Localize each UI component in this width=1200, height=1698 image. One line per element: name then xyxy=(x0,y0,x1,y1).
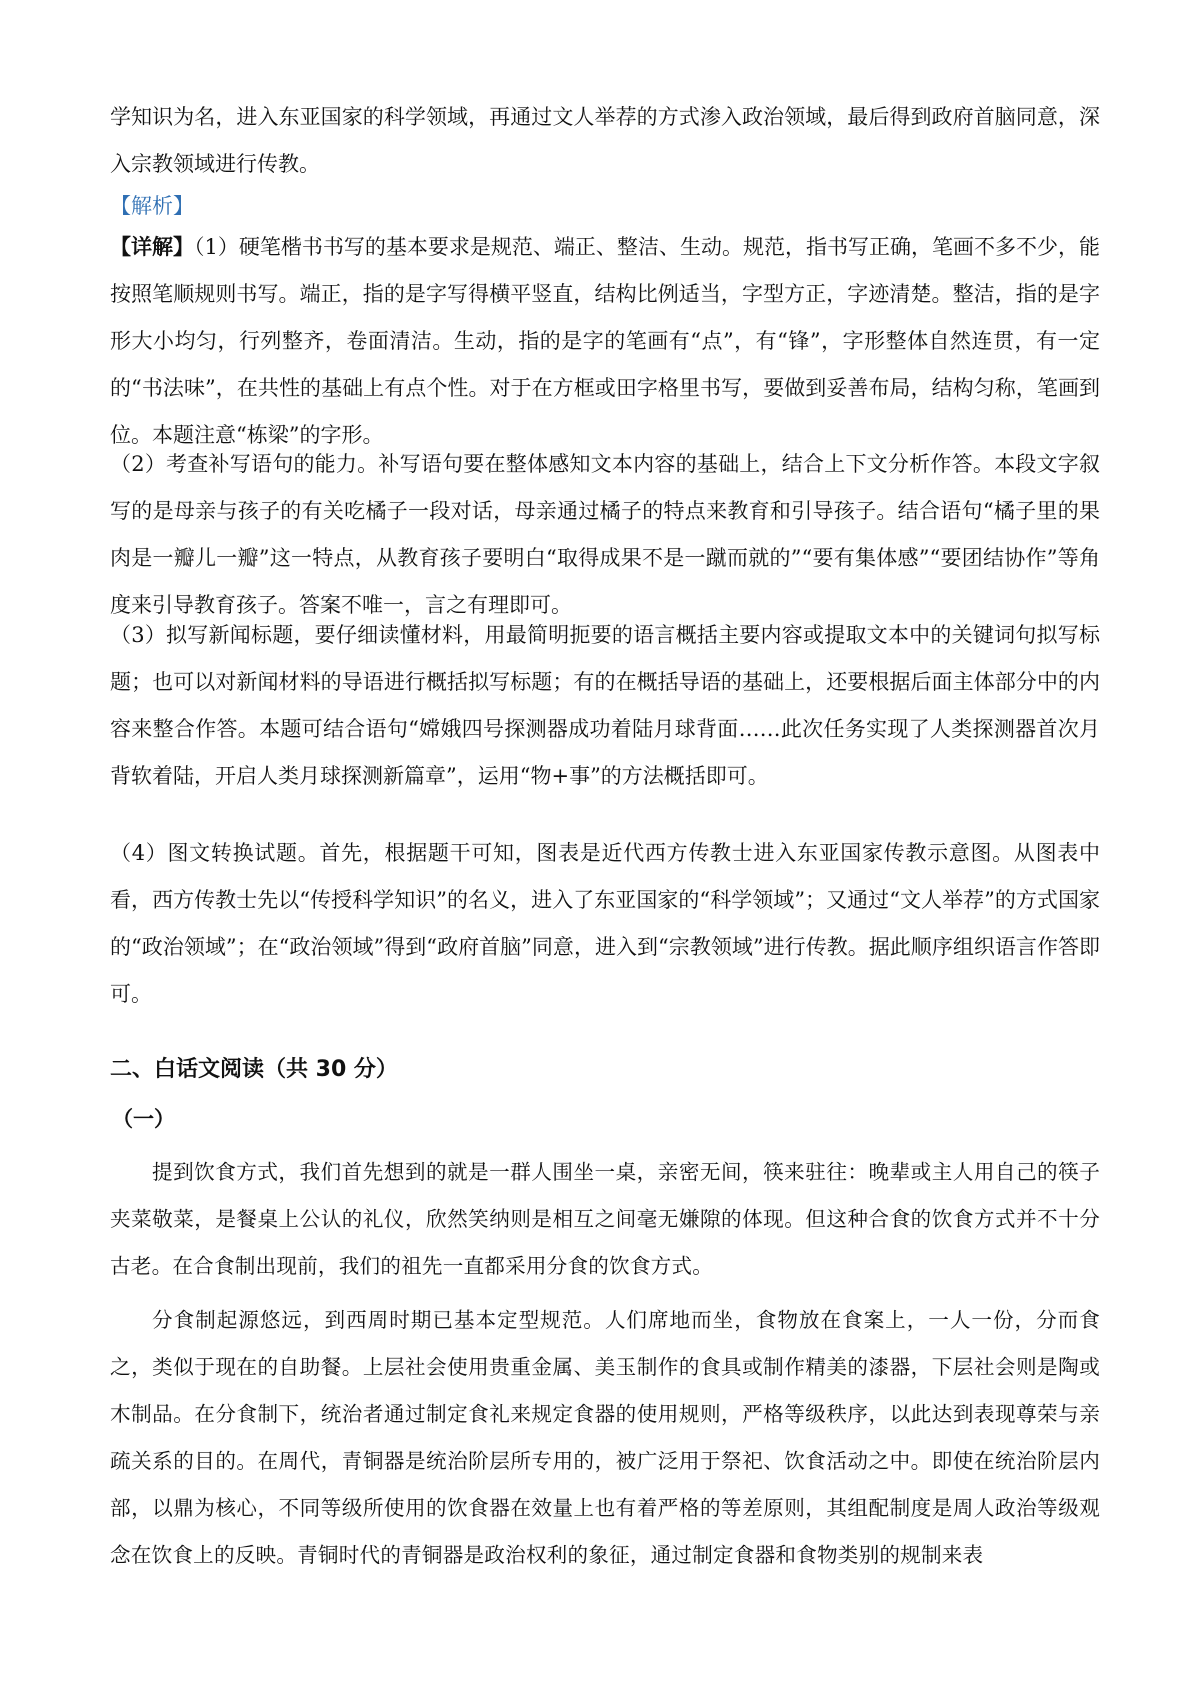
sub-heading: （一） xyxy=(112,1107,175,1131)
detail-label: 【详解】 xyxy=(110,234,195,259)
analysis-label: 【解析】 xyxy=(110,194,194,218)
detail-4-paragraph: （4）图文转换试题。首先，根据题干可知，图表是近代西方传教士进入东亚国家传教示意图。从图表中看，西方传教士先以“传授科学知识”的名义，进入了东亚国家的“科学领域”；又通过“文人举荐”的方式国家的“政治领域”；在“政治领域”得到“政府首脑”同意，进入到“宗教领域”进行传教。据此顺序组织语言作答即可。 xyxy=(110,841,1100,1006)
passage-paragraph-1: 提到饮食方式，我们首先想到的就是一群人围坐一桌，亲密无间，筷来驻往：晚辈或主人用自己的筷子夹菜敬菜，是餐桌上公认的礼仪，欣然笑纳则是相互之间毫无嫌隙的体现。但这种合食的饮食方式并不十分古老。在合食制出现前，我们的祖先一直都采用分食的饮食方式。 xyxy=(110,1160,1100,1278)
intro-answer-paragraph: 学知识为名，进入东亚国家的科学领域，再通过文人举荐的方式渗入政治领域，最后得到政府首脑同意，深入宗教领域进行传教。 xyxy=(110,105,1100,176)
detail-1-text: （1）硬笔楷书书写的基本要求是规范、端正、整洁、生动。规范，指书写正确，笔画不多不少，能按照笔顺规则书写。端正，指的是字写得横平竖直，结构比例适当，字型方正，字迹清楚。整洁，指的是字形大小均匀，行列整齐，卷面清洁。生动，指的是字的笔画有“点”，有“锋”，字形整体自然连贯，有一定的“书法味”，在共性的基础上有点个性。对于在方框或田字格里书写，要做到妥善布局，结构匀称，笔画到位。本题注意“栋梁”的字形。 xyxy=(110,235,1101,447)
section-heading: 二、白话文阅读（共 30 分） xyxy=(110,1057,398,1082)
detail-1-paragraph xyxy=(110,223,1100,459)
passage-paragraph-2: 分食制起源悠远，到西周时期已基本定型规范。人们席地而坐，食物放在食案上，一人一份，分而食之，类似于现在的自助餐。上层社会使用贵重金属、美玉制作的食具或制作精美的漆器，下层社会则是陶或木制品。在分食制下，统治者通过制定食礼来规定食器的使用规则，严格等级秩序，以此达到表现尊荣与亲疏关系的目的。在周代，青铜器是统治阶层所专用的，被广泛用于祭祀、饮食活动之中。即使在统治阶层内部，以鼎为核心，不同等级所使用的饮食器在效量上也有着严格的等差原则，其组配制度是周人政治等级观念在饮食上的反映。青铜时代的青铜器是政治权利的象征，通过制定食器和食物类别的规制来表 xyxy=(110,1308,1100,1567)
detail-2-paragraph: （2）考查补写语句的能力。补写语句要在整体感知文本内容的基础上，结合上下文分析作答。本段文字叙写的是母亲与孩子的有关吃橘子一段对话，母亲通过橘子的特点来教育和引导孩子。结合语句“橘子里的果肉是一瓣儿一瓣”这一特点，从教育孩子要明白“取得成果不是一蹴而就的”“要有集体感”“要团结协作”等角度来引导教育孩子。答案不唯一，言之有理即可。 xyxy=(110,452,1100,617)
detail-3-paragraph: （3）拟写新闻标题，要仔细读懂材料，用最简明扼要的语言概括主要内容或提取文本中的关键词句拟写标题；也可以对新闻材料的导语进行概括拟写标题；有的在概括导语的基础上，还要根据后面主体部分中的内容来整合作答。本题可结合语句“嫦娥四号探测器成功着陆月球背面……此次任务实现了人类探测器首次月背软着陆，开启人类月球探测新篇章”，运用“物+事”的方法概括即可。 xyxy=(110,623,1100,788)
